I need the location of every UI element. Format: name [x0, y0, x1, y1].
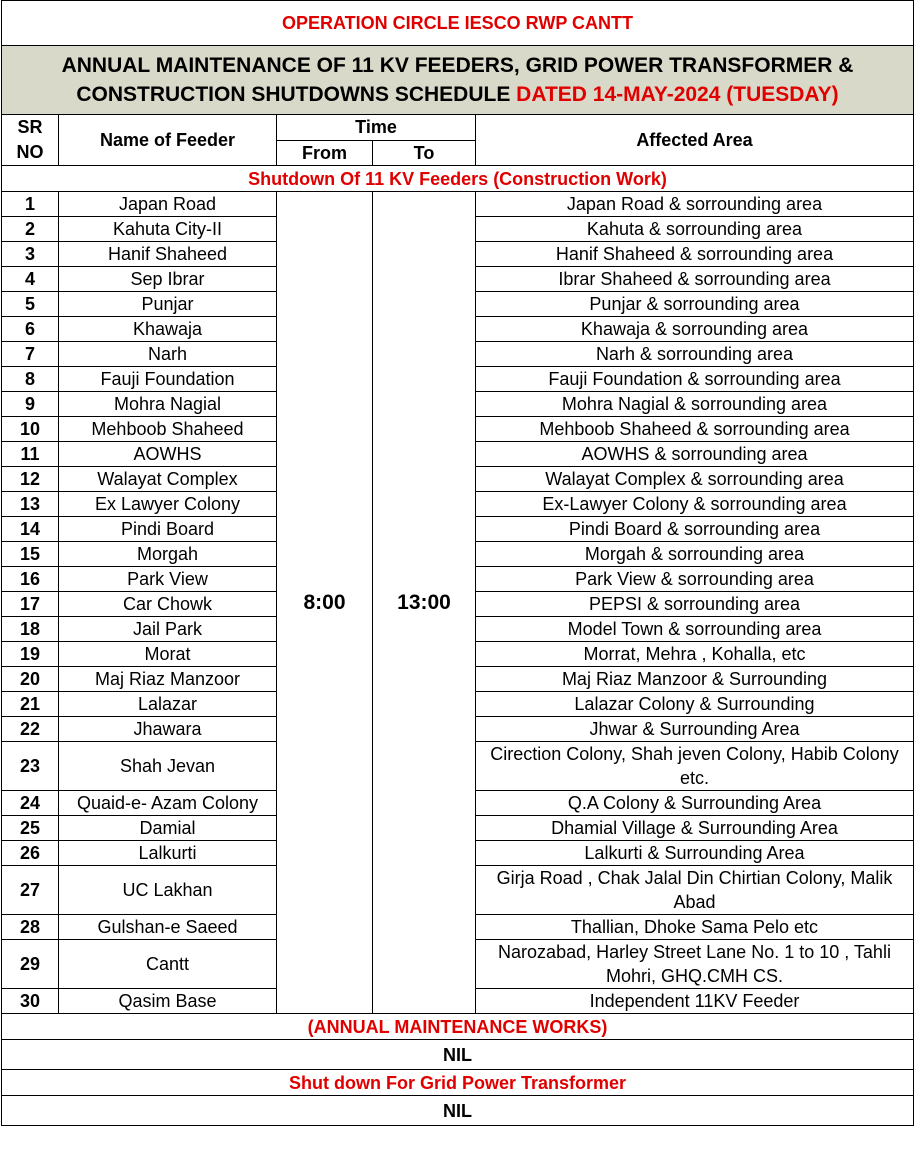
row-sr-no: 5 — [2, 292, 59, 317]
section-annual-maintenance-heading: (ANNUAL MAINTENANCE WORKS) — [2, 1014, 914, 1040]
row-feeder-name: Ex Lawyer Colony — [59, 492, 277, 517]
row-affected-area: Hanif Shaheed & sorrounding area — [476, 242, 914, 267]
row-feeder-name: Park View — [59, 567, 277, 592]
row-affected-area: Cirection Colony, Shah jeven Colony, Habib Colony etc. — [476, 742, 914, 791]
row-feeder-name: Lalkurti — [59, 841, 277, 866]
row-feeder-name: AOWHS — [59, 442, 277, 467]
row-sr-no: 11 — [2, 442, 59, 467]
row-sr-no: 8 — [2, 367, 59, 392]
row-affected-area: Independent 11KV Feeder — [476, 989, 914, 1014]
row-feeder-name: Cantt — [59, 940, 277, 989]
row-sr-no: 25 — [2, 816, 59, 841]
row-affected-area: Lalkurti & Surrounding Area — [476, 841, 914, 866]
row-feeder-name: Mohra Nagial — [59, 392, 277, 417]
row-sr-no: 29 — [2, 940, 59, 989]
col-header-feeder: Name of Feeder — [59, 115, 277, 166]
row-sr-no: 9 — [2, 392, 59, 417]
row-feeder-name: Lalazar — [59, 692, 277, 717]
row-sr-no: 27 — [2, 866, 59, 915]
row-feeder-name: Quaid-e- Azam Colony — [59, 791, 277, 816]
row-affected-area: Pindi Board & sorrounding area — [476, 517, 914, 542]
table-row — [2, 192, 914, 217]
row-feeder-name: Punjar — [59, 292, 277, 317]
row-feeder-name: Damial — [59, 816, 277, 841]
row-feeder-name: Kahuta City-II — [59, 217, 277, 242]
row-sr-no: 21 — [2, 692, 59, 717]
row-affected-area: Narh & sorrounding area — [476, 342, 914, 367]
row-feeder-name: Maj Riaz Manzoor — [59, 667, 277, 692]
row-sr-no: 10 — [2, 417, 59, 442]
row-feeder-name: Walayat Complex — [59, 467, 277, 492]
col-header-from: From — [277, 140, 373, 166]
time-to-value: 13:00 — [373, 192, 476, 1014]
row-sr-no: 6 — [2, 317, 59, 342]
row-feeder-name: Pindi Board — [59, 517, 277, 542]
row-feeder-name: Narh — [59, 342, 277, 367]
row-feeder-name: Sep Ibrar — [59, 267, 277, 292]
row-affected-area: Park View & sorrounding area — [476, 567, 914, 592]
section-annual-maintenance-value: NIL — [2, 1040, 914, 1070]
col-header-sr: SR NO — [2, 115, 59, 166]
row-sr-no: 30 — [2, 989, 59, 1014]
page-title: OPERATION CIRCLE IESCO RWP CANTT — [2, 1, 914, 46]
row-affected-area: Mehboob Shaheed & sorrounding area — [476, 417, 914, 442]
row-feeder-name: Gulshan-e Saeed — [59, 915, 277, 940]
row-affected-area: Mohra Nagial & sorrounding area — [476, 392, 914, 417]
row-affected-area: Japan Road & sorrounding area — [476, 192, 914, 217]
row-affected-area: Fauji Foundation & sorrounding area — [476, 367, 914, 392]
row-sr-no: 26 — [2, 841, 59, 866]
section-grid-transformer-value: NIL — [2, 1096, 914, 1126]
row-affected-area: Khawaja & sorrounding area — [476, 317, 914, 342]
row-affected-area: Lalazar Colony & Surrounding — [476, 692, 914, 717]
row-affected-area: Narozabad, Harley Street Lane No. 1 to 10 , Tahli Mohri, GHQ.CMH CS. — [476, 940, 914, 989]
row-feeder-name: Car Chowk — [59, 592, 277, 617]
row-sr-no: 19 — [2, 642, 59, 667]
row-feeder-name: Jhawara — [59, 717, 277, 742]
row-sr-no: 7 — [2, 342, 59, 367]
row-affected-area: Morgah & sorrounding area — [476, 542, 914, 567]
row-sr-no: 1 — [2, 192, 59, 217]
row-sr-no: 24 — [2, 791, 59, 816]
row-sr-no: 17 — [2, 592, 59, 617]
schedule-heading-line1: ANNUAL MAINTENANCE OF 11 KV FEEDERS, GRID POWER TRANSFORMER & — [61, 54, 854, 77]
row-feeder-name: Fauji Foundation — [59, 367, 277, 392]
time-from-value: 8:00 — [277, 192, 373, 1014]
row-affected-area: Punjar & sorrounding area — [476, 292, 914, 317]
row-sr-no: 22 — [2, 717, 59, 742]
row-affected-area: Dhamial Village & Surrounding Area — [476, 816, 914, 841]
row-affected-area: Girja Road , Chak Jalal Din Chirtian Colony, Malik Abad — [476, 866, 914, 915]
row-sr-no: 16 — [2, 567, 59, 592]
col-header-time: Time — [277, 115, 476, 141]
row-affected-area: Ibrar Shaheed & sorrounding area — [476, 267, 914, 292]
shutdown-schedule-table — [1, 0, 914, 1126]
row-affected-area: Model Town & sorrounding area — [476, 617, 914, 642]
col-header-area: Affected Area — [476, 115, 914, 166]
row-affected-area: Walayat Complex & sorrounding area — [476, 467, 914, 492]
row-feeder-name: UC Lakhan — [59, 866, 277, 915]
schedule-heading — [2, 46, 914, 115]
section-grid-transformer-heading: Shut down For Grid Power Transformer — [2, 1070, 914, 1096]
row-feeder-name: Hanif Shaheed — [59, 242, 277, 267]
row-feeder-name: Shah Jevan — [59, 742, 277, 791]
col-header-to: To — [373, 140, 476, 166]
row-feeder-name: Khawaja — [59, 317, 277, 342]
row-affected-area: Morrat, Mehra , Kohalla, etc — [476, 642, 914, 667]
row-sr-no: 15 — [2, 542, 59, 567]
row-feeder-name: Mehboob Shaheed — [59, 417, 277, 442]
row-sr-no: 23 — [2, 742, 59, 791]
row-sr-no: 13 — [2, 492, 59, 517]
row-affected-area: Thallian, Dhoke Sama Pelo etc — [476, 915, 914, 940]
row-affected-area: AOWHS & sorrounding area — [476, 442, 914, 467]
row-affected-area: Jhwar & Surrounding Area — [476, 717, 914, 742]
row-sr-no: 12 — [2, 467, 59, 492]
row-feeder-name: Japan Road — [59, 192, 277, 217]
row-affected-area: PEPSI & sorrounding area — [476, 592, 914, 617]
row-affected-area: Maj Riaz Manzoor & Surrounding — [476, 667, 914, 692]
schedule-date: DATED 14-MAY-2024 (TUESDAY) — [516, 83, 839, 106]
row-sr-no: 3 — [2, 242, 59, 267]
row-affected-area: Kahuta & sorrounding area — [476, 217, 914, 242]
section-construction-heading: Shutdown Of 11 KV Feeders (Construction Work) — [2, 166, 914, 192]
row-sr-no: 2 — [2, 217, 59, 242]
row-feeder-name: Morat — [59, 642, 277, 667]
row-sr-no: 18 — [2, 617, 59, 642]
row-affected-area: Q.A Colony & Surrounding Area — [476, 791, 914, 816]
row-affected-area: Ex-Lawyer Colony & sorrounding area — [476, 492, 914, 517]
row-sr-no: 28 — [2, 915, 59, 940]
schedule-heading-line2: CONSTRUCTION SHUTDOWNS SCHEDULE — [76, 83, 511, 106]
row-sr-no: 4 — [2, 267, 59, 292]
row-feeder-name: Morgah — [59, 542, 277, 567]
row-sr-no: 14 — [2, 517, 59, 542]
row-feeder-name: Jail Park — [59, 617, 277, 642]
row-sr-no: 20 — [2, 667, 59, 692]
row-feeder-name: Qasim Base — [59, 989, 277, 1014]
